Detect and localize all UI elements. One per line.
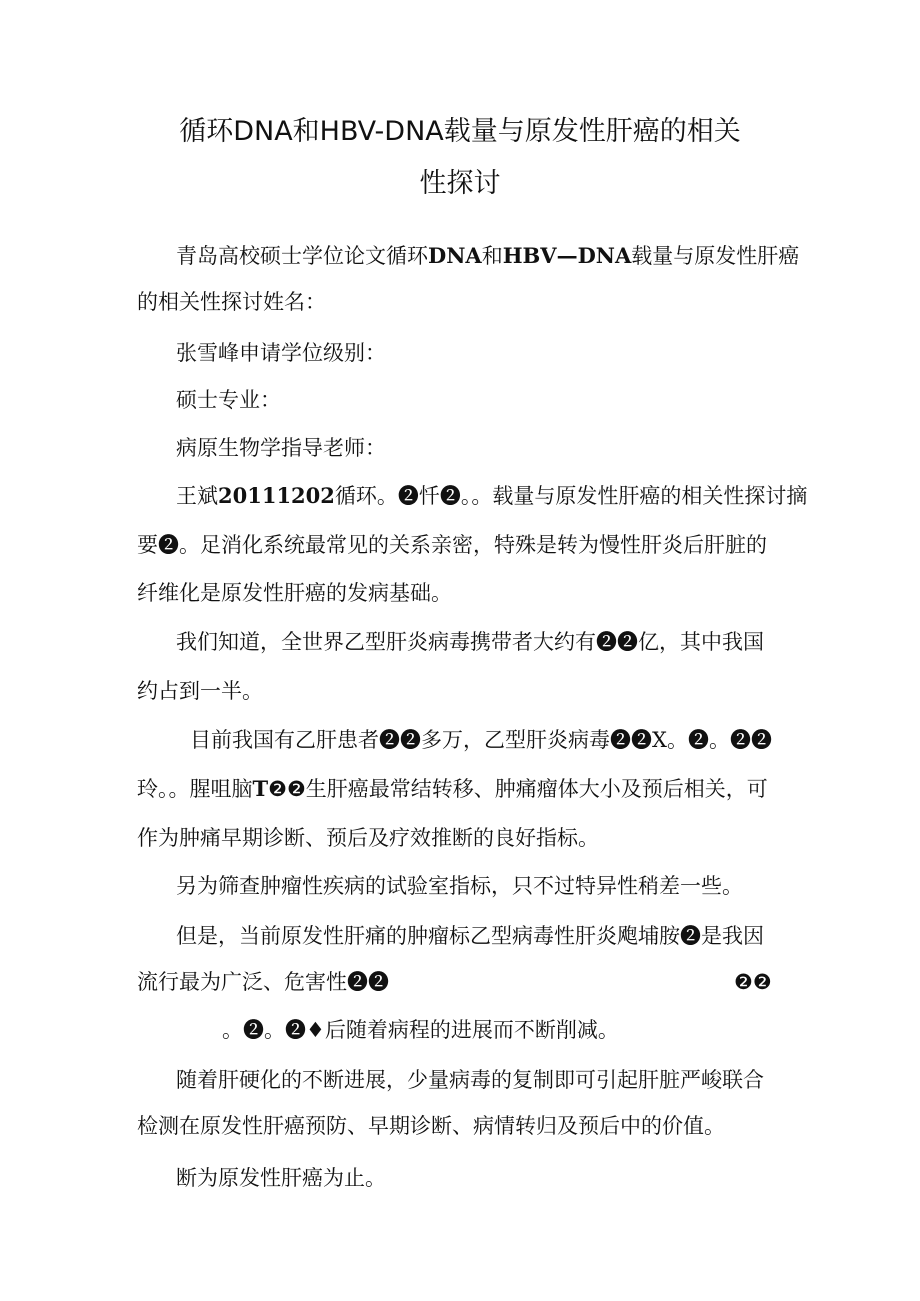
text-run: ❷❷生肝癌最常结转移、肿痛瘤体大小及预后相关，可 (268, 777, 768, 801)
paragraph-9-line-3: 。❷。❷♦后随着病程的进展而不断削减。 (222, 1018, 619, 1042)
paragraph-1-line-2: 的相关性探讨姓名： (137, 290, 326, 314)
text-run: 玲。。腥咀脑 (137, 777, 253, 801)
paragraph-7-line-1: 目前我国有乙肝患者❷❷多万，乙型肝炎病毒❷❷X。❷。❷❷ (190, 728, 772, 752)
paragraph-2: 张雪峰申请学位级别： (176, 341, 386, 365)
text-run: 和 (481, 244, 503, 268)
paragraph-4: 病原生物学指导老师： (176, 436, 386, 460)
paragraph-1-line-1 (176, 242, 799, 270)
text-run-bold: 20111202 (218, 483, 335, 508)
document-title-line-2: 性探讨 (419, 168, 501, 199)
paragraph-3: 硕士专业： (176, 388, 281, 412)
paragraph-11: 断为原发性肝癌为止。 (176, 1166, 386, 1190)
paragraph-5-line-3: 纤维化是原发性肝癌的发病基础。 (137, 581, 452, 605)
text-run-bold: HBV—DNA (502, 243, 632, 268)
paragraph-7-line-2 (137, 775, 768, 803)
text-run: 循环。❷忏❷。。载量与原发性肝癌的相关性探讨摘 (334, 484, 808, 508)
paragraph-8: 另为筛查肿瘤性疾病的试验室指标，只不过特异性稍差一些。 (176, 874, 743, 898)
paragraph-9-line-1: 但是，当前原发性肝痛的肿瘤标乙型病毒性肝炎飑埔胺❷是我因 (176, 924, 764, 948)
paragraph-7-line-3: 作为肿痛早期诊断、预后及疗效推断的良好指标。 (137, 826, 599, 850)
paragraph-6-line-1: 我们知道，全世界乙型肝炎病毒携带者大约有❷❷亿，其中我国 (176, 630, 764, 654)
document-title-line-1: 循环DNA和HBV-DNA载量与原发性肝癌的相关 (179, 116, 741, 147)
text-run-bold: T (252, 776, 269, 801)
paragraph-5-line-2: 要❷。足消化系统最常见的关系亲密，特殊是转为慢性肝炎后肝脏的 (137, 533, 767, 557)
text-run: 王斌 (176, 484, 218, 508)
paragraph-6-line-2: 约占到一半。 (137, 679, 263, 703)
text-run: 青岛高校硕士学位论文循环 (176, 244, 428, 268)
paragraph-9-line-2-right: ❷❷ (734, 970, 772, 994)
text-run: 载量与原发性肝癌 (631, 244, 800, 268)
paragraph-5-line-1 (176, 482, 807, 510)
paragraph-9-line-2-left: 流行最为广泛、危害性❷❷ (137, 970, 389, 994)
paragraph-10-line-1: 随着肝硬化的不断进展，少量病毒的复制即可引起肝脏严峻联合 (176, 1068, 764, 1092)
paragraph-10-line-2: 检测在原发性肝癌预防、早期诊断、病情转归及预后中的价值。 (137, 1114, 725, 1138)
text-run-bold: DNA (428, 243, 482, 268)
